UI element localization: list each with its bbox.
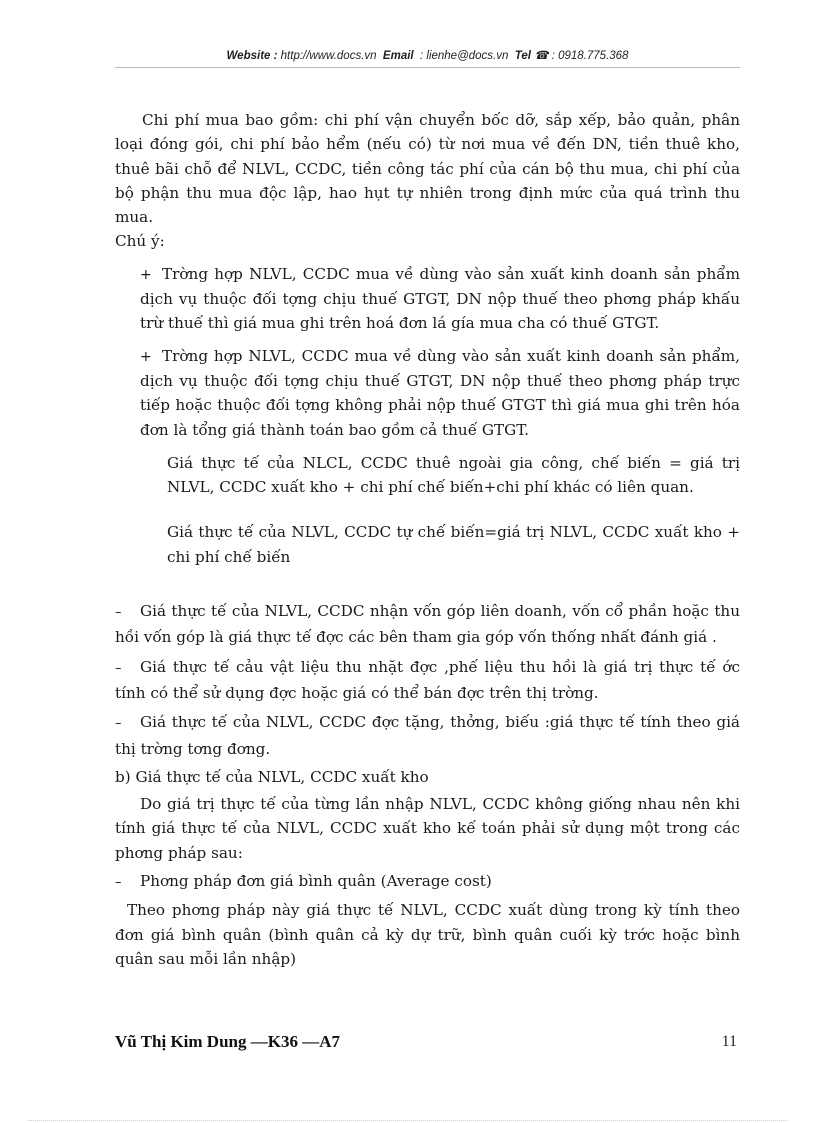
- dash-bullet: –: [115, 875, 122, 891]
- plus-item-direct: [140, 344, 740, 442]
- self-processed-price-formula: Giá thực tế của NLVL, CCDC tự chế biến=giá trị NLVL, CCDC xuất kho + chi phí chế biến: [167, 523, 740, 566]
- dash-bullet: –: [115, 716, 122, 732]
- note-label: Chú ý:: [115, 232, 165, 251]
- page-bottom-border: [28, 1120, 788, 1121]
- page-body: [115, 108, 740, 971]
- outsourced-price-formula: Giá thực tế của NLCL, CCDC thuê ngoài gia công, chế biến = giá trị NLVL, CCDC xuất kho + chi phí chế biến+chi phí khác có liên quan.: [167, 453, 740, 497]
- dash-item-average-cost: [115, 869, 740, 895]
- dash-item-gift: [115, 710, 740, 761]
- dash-bullet: –: [115, 660, 122, 676]
- dash-bullet: –: [115, 605, 122, 621]
- page-number: 11: [721, 1033, 737, 1050]
- plus-item-text: Trờng hợp NLVL, CCDC mua về dùng vào sản xuất kinh doanh sản phẩm dịch vụ thuộc đối tợng chịu thuế GTGT, DN nộp thuế theo phơng pháp khấu trừ thuế thì giá mua ghi trên hoá đơn lá gía mua cha có thuế GTGT.: [140, 264, 740, 333]
- dash-item-text: Giá thực tế của NLVL, CCDC nhận vốn góp liên doanh, vốn cổ phần hoặc thu hồi vốn góp là giá thực tế đợc các bên tham gia góp vốn thống nhất đánh giá .: [115, 602, 740, 647]
- page-header: [115, 48, 740, 62]
- website-url[interactable]: http://www.docs.vn: [280, 50, 377, 62]
- tel-value: : 0918.775.368: [551, 50, 629, 62]
- email-value[interactable]: : lienhe@docs.vn: [420, 50, 509, 62]
- phone-icon: ☎: [534, 50, 549, 62]
- paragraph-purchase-costs: Chi phí mua bao gồm: chi phí vận chuyển bốc dỡ, sắp xếp, bảo quản, phân loại đóng gói, chi phí bảo hểm (nếu có) từ nơi mua về đến DN, tiền thuê kho, thuê bãi chỗ để NLVL, CCDC, tiền công tác phí của cán bộ thu mua, chi phí của bộ phận thu mua độc lập, hao hụt tự nhiên trong định mức của quá trình thu mua.: [115, 111, 740, 227]
- dash-item-capital: [115, 599, 740, 650]
- header-divider: [115, 67, 740, 68]
- plus-bullet: +: [140, 348, 152, 365]
- paragraph-methods: Do giá trị thực tế của từng lần nhập NLVL, CCDC không giống nhau nên khi tính giá thực tế của NLVL, CCDC xuất kho kế toán phải sử dụng một trong các phơng pháp sau:: [115, 795, 740, 862]
- tel-label: Tel: [514, 50, 531, 62]
- footer-author: Vũ Thị Kim Dung —K36 —A7: [115, 1032, 340, 1051]
- dash-item-text: Giá thực tế của NLVL, CCDC đợc tặng, thởng, biếu :giá thực tế tính theo giá thị trờng tơng đơng.: [115, 713, 740, 758]
- section-b-heading: b) Giá thực tế của NLVL, CCDC xuất kho: [115, 767, 429, 786]
- dash-item-text: Phơng pháp đơn giá bình quân (Average cost): [140, 872, 492, 891]
- dash-item-text: Giá thực tế cảu vật liệu thu nhặt đợc ,phế liệu thu hồi là giá trị thực tế ớc tính có thể sử dụng đợc hoặc giá có thể bán đợc trên thị trờng.: [115, 657, 740, 702]
- paragraph-average-method: Theo phơng pháp này giá thực tế NLVL, CCDC xuất dùng trong kỳ tính theo đơn giá bình quân (bình quân cả kỳ dự trữ, bình quân cuối kỳ trớc hoặc bình quân sau mỗi lần nhập): [115, 901, 740, 968]
- plus-bullet: +: [140, 266, 152, 283]
- website-label: Website :: [226, 50, 278, 62]
- dash-item-scrap: [115, 655, 740, 706]
- plus-item-deduction: [140, 262, 740, 336]
- email-label: Email: [382, 50, 414, 62]
- plus-item-text: Trờng hợp NLVL, CCDC mua về dùng vào sản xuất kinh doanh sản phẩm, dịch vụ thuộc đối tợng chịu thuế GTGT, DN nộp thuế theo phơng pháp trực tiếp hoặc thuộc đối tợng không phải nộp thuế GTGT thì giá mua ghi trên hóa đơn là tổng giá thành toán bao gồm cả thuế GTGT.: [140, 346, 740, 439]
